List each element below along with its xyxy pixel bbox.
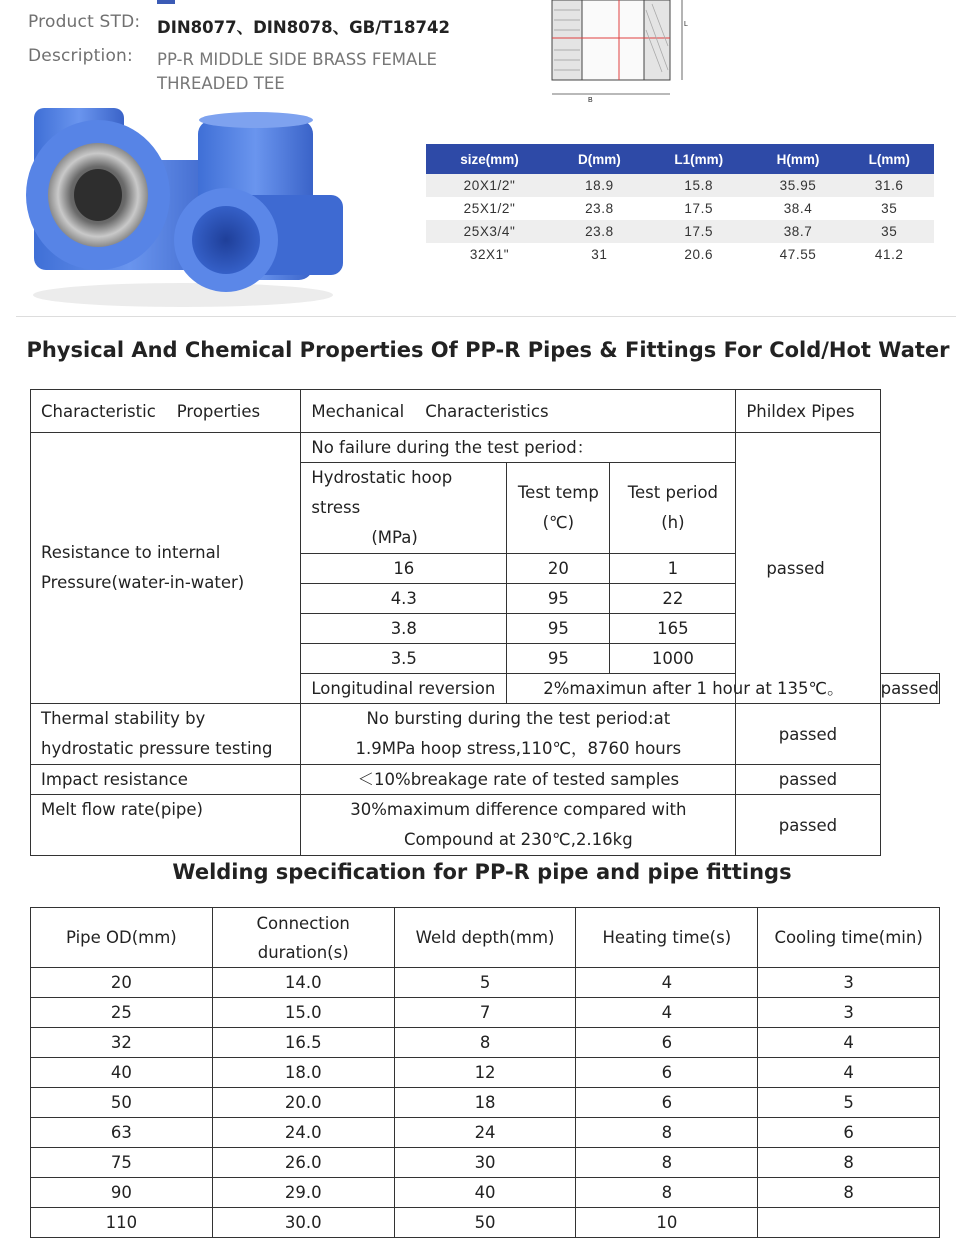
- table-cell: [758, 1208, 940, 1238]
- table-cell: 38.4: [752, 197, 845, 220]
- table-cell: 7: [394, 998, 576, 1028]
- test-period-header-line1: Test period: [627, 483, 719, 502]
- table-cell: 165: [610, 614, 736, 644]
- table-cell: 5: [394, 968, 576, 998]
- section-divider: [16, 316, 956, 317]
- table-cell: 17.5: [646, 197, 752, 220]
- h-col-header: H(mm): [752, 144, 845, 174]
- table-cell: 40: [31, 1058, 213, 1088]
- table-cell: 63: [31, 1118, 213, 1148]
- table-cell: 4.3: [301, 584, 507, 614]
- longitudinal-value: 2%maximun after 1 hour at 135℃。: [507, 674, 880, 704]
- thermal-value: [301, 704, 736, 765]
- table-cell: 35.95: [752, 174, 845, 197]
- table-cell: 24.0: [212, 1118, 394, 1148]
- welding-title: Welding specification for PP-R pipe and pipe fittings: [172, 860, 792, 884]
- pressure-result: passed: [736, 433, 880, 704]
- table-cell: 95: [507, 584, 610, 614]
- table-row: [426, 174, 934, 197]
- table-cell: 23.8: [553, 220, 646, 243]
- table-cell: 8: [394, 1028, 576, 1058]
- drawing-label-b: B: [588, 97, 593, 104]
- table-cell: 6: [758, 1118, 940, 1148]
- hoop-stress-header: [301, 463, 507, 554]
- table-cell: 40: [394, 1178, 576, 1208]
- table-cell: 26.0: [212, 1148, 394, 1178]
- thermal-value-line2: 1.9MPa hoop stress,110℃，8760 hours: [355, 739, 682, 758]
- technical-drawing: [544, 0, 706, 104]
- table-cell: 8: [758, 1178, 940, 1208]
- table-cell: 3: [758, 998, 940, 1028]
- table-cell: 8: [576, 1118, 758, 1148]
- table-cell: 38.7: [752, 220, 845, 243]
- l1-col-header: L1(mm): [646, 144, 752, 174]
- table-cell: 3.8: [301, 614, 507, 644]
- table-cell: 15.0: [212, 998, 394, 1028]
- table-cell: 4: [576, 968, 758, 998]
- test-temp-header-line2: (℃): [542, 513, 575, 532]
- table-cell: 20.6: [646, 243, 752, 266]
- thermal-value-line1: No bursting during the test period:at: [366, 709, 671, 728]
- hoop-stress-header-line2: (MPa): [371, 528, 418, 547]
- size-table-header: [426, 144, 934, 174]
- table-cell: 18: [394, 1088, 576, 1118]
- table-row: [31, 765, 940, 795]
- table-cell: 20X1/2": [426, 174, 553, 197]
- table-cell: 6: [576, 1058, 758, 1088]
- test-period-header: [610, 463, 736, 554]
- table-row: [31, 1118, 940, 1148]
- heating-time-header: Heating time(s): [576, 908, 758, 968]
- thermal-label-line2: hydrostatic pressure testing: [41, 739, 273, 758]
- thermal-result: passed: [736, 704, 880, 765]
- melt-value: [301, 795, 736, 856]
- table-cell: 8: [758, 1148, 940, 1178]
- table-row: [31, 1178, 940, 1208]
- weld-depth-header: Weld depth(mm): [394, 908, 576, 968]
- table-cell: 12: [394, 1058, 576, 1088]
- table-cell: 15.8: [646, 174, 752, 197]
- table-row: [426, 220, 934, 243]
- table-cell: 8: [576, 1178, 758, 1208]
- welding-table: [30, 907, 940, 1238]
- table-cell: 30.0: [212, 1208, 394, 1238]
- table-cell: 20: [31, 968, 213, 998]
- welding-header-row: [31, 908, 940, 968]
- table-cell: 41.2: [844, 243, 934, 266]
- table-cell: 18.9: [553, 174, 646, 197]
- table-row: [426, 243, 934, 266]
- impact-result: passed: [736, 765, 880, 795]
- table-row: [31, 1028, 940, 1058]
- table-cell: 10: [576, 1208, 758, 1238]
- table-row: [31, 433, 940, 463]
- no-failure-note: No failure during the test period：: [301, 433, 736, 463]
- table-row: [31, 1088, 940, 1118]
- table-cell: 6: [576, 1088, 758, 1118]
- table-cell: 24: [394, 1118, 576, 1148]
- table-cell: 95: [507, 614, 610, 644]
- top-accent-bar: [157, 0, 175, 4]
- longitudinal-label: Longitudinal reversion: [301, 674, 507, 704]
- test-temp-header: [507, 463, 610, 554]
- table-cell: 75: [31, 1148, 213, 1178]
- table-cell: 20.0: [212, 1088, 394, 1118]
- table-cell: 4: [758, 1058, 940, 1088]
- table-row: [426, 197, 934, 220]
- physical-properties-table: [30, 389, 940, 856]
- table-row: [31, 1058, 940, 1088]
- table-cell: 32: [31, 1028, 213, 1058]
- table-cell: 6: [576, 1028, 758, 1058]
- table-cell: 29.0: [212, 1178, 394, 1208]
- pressure-label-cell: [31, 433, 301, 704]
- table-cell: 23.8: [553, 197, 646, 220]
- table-cell: 17.5: [646, 220, 752, 243]
- table-cell: 16.5: [212, 1028, 394, 1058]
- table-cell: 35: [844, 197, 934, 220]
- test-temp-header-line1: Test temp: [517, 483, 599, 502]
- table-cell: 20: [507, 554, 610, 584]
- table-cell: 1: [610, 554, 736, 584]
- table-row: [31, 1148, 940, 1178]
- product-std-label: Product STD:: [28, 12, 141, 32]
- table-cell: 1000: [610, 644, 736, 674]
- test-period-header-line2: (h): [661, 513, 685, 532]
- pipe-od-header: Pipe OD(mm): [31, 908, 213, 968]
- table-cell: 110: [31, 1208, 213, 1238]
- connection-duration-header: Connection duration(s): [212, 908, 394, 968]
- l-col-header: L(mm): [844, 144, 934, 174]
- cooling-time-header: Cooling time(min): [758, 908, 940, 968]
- product-photo: [18, 100, 348, 310]
- table-cell: 90: [31, 1178, 213, 1208]
- table-cell: 22: [610, 584, 736, 614]
- table-cell: 32X1": [426, 243, 553, 266]
- table-cell: 14.0: [212, 968, 394, 998]
- table-row: [31, 968, 940, 998]
- table-cell: 8: [576, 1148, 758, 1178]
- table-cell: 30: [394, 1148, 576, 1178]
- table-row: [31, 704, 940, 765]
- melt-result: passed: [736, 795, 880, 856]
- table-cell: 50: [31, 1088, 213, 1118]
- pressure-label-line1: Resistance to internal: [41, 543, 221, 562]
- table-cell: 4: [758, 1028, 940, 1058]
- thermal-label: [31, 704, 301, 765]
- table-cell: 50: [394, 1208, 576, 1238]
- size-table: [426, 144, 934, 266]
- table-row: [31, 390, 940, 433]
- table-cell: 31: [553, 243, 646, 266]
- table-cell: 18.0: [212, 1058, 394, 1088]
- impact-value: ＜10%breakage rate of tested samples: [301, 765, 736, 795]
- melt-value-line2: Compound at 230℃,2.16kg: [403, 830, 633, 849]
- size-col-header: size(mm): [426, 144, 553, 174]
- table-cell: 31.6: [844, 174, 934, 197]
- physical-properties-title: Physical And Chemical Properties Of PP-R Pipes & Fittings For Cold/Hot Water: [26, 338, 950, 362]
- table-cell: 5: [758, 1088, 940, 1118]
- table-cell: 25X3/4": [426, 220, 553, 243]
- table-cell: 95: [507, 644, 610, 674]
- table-cell: 3: [758, 968, 940, 998]
- table-row: [31, 998, 940, 1028]
- table-cell: 16: [301, 554, 507, 584]
- table-cell: 25: [31, 998, 213, 1028]
- table-cell: 4: [576, 998, 758, 1028]
- table-cell: 47.55: [752, 243, 845, 266]
- table-cell: 25X1/2": [426, 197, 553, 220]
- table-row: [31, 1208, 940, 1238]
- description-label: Description:: [28, 46, 133, 66]
- hoop-stress-header-line1: Hydrostatic hoop stress: [311, 468, 453, 517]
- product-std-value: DIN8077、DIN8078、GB/T18742: [157, 18, 450, 37]
- impact-label: Impact resistance: [31, 765, 301, 795]
- phildex-header: Phildex Pipes: [736, 390, 880, 433]
- table-cell: 3.5: [301, 644, 507, 674]
- description-value: PP-R MIDDLE SIDE BRASS FEMALE THREADED TEE: [157, 50, 437, 93]
- d-col-header: D(mm): [553, 144, 646, 174]
- mechanical-header: Mechanical Characteristics: [301, 390, 736, 433]
- thermal-label-line1: Thermal stability by: [41, 709, 206, 728]
- table-cell: 35: [844, 220, 934, 243]
- drawing-label-l: L: [684, 21, 688, 28]
- melt-value-line1: 30%maximum difference compared with: [350, 800, 687, 819]
- melt-label: Melt flow rate(pipe): [31, 795, 301, 856]
- table-row: [31, 795, 940, 856]
- characteristic-header: Characteristic Properties: [31, 390, 301, 433]
- longitudinal-result: passed: [880, 674, 939, 704]
- pressure-label-line2: Pressure(water-in-water): [41, 573, 245, 592]
